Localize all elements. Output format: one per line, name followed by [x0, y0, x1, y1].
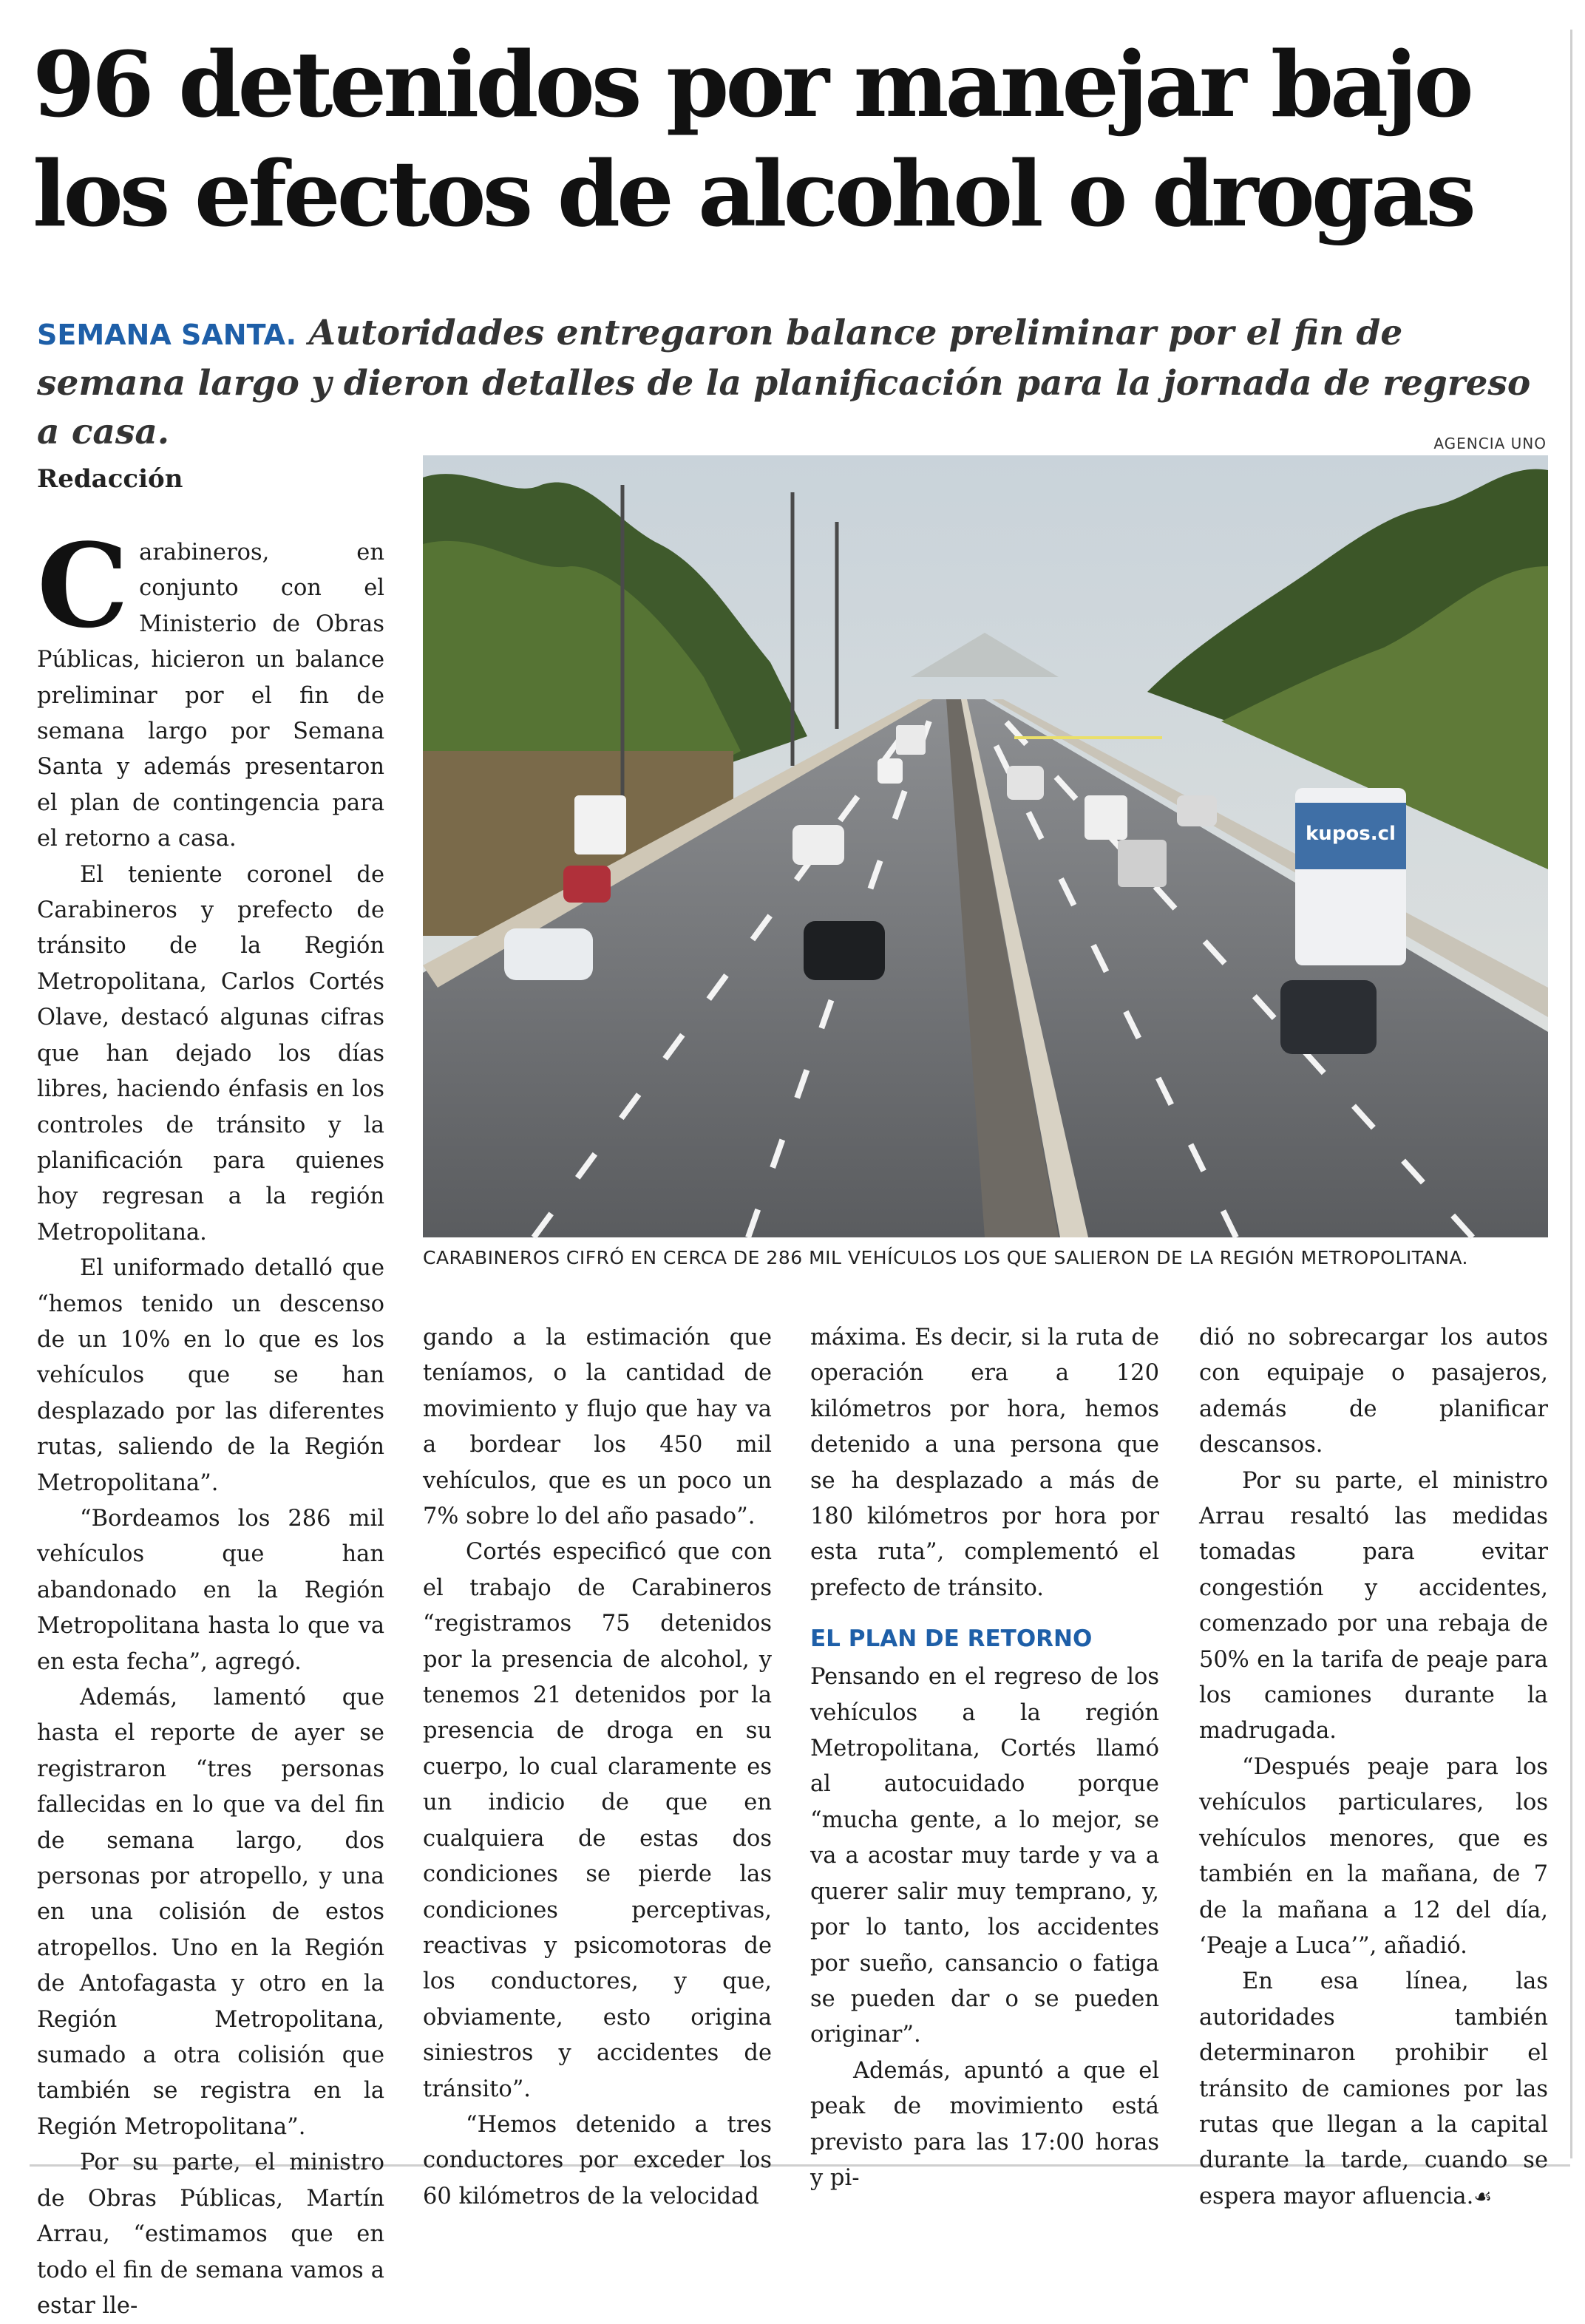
section-title: EL PLAN DE RETORNO	[810, 1625, 1093, 1653]
highway-illustration	[423, 455, 1548, 1237]
subheadline	[37, 309, 1560, 457]
body-paragraph: “Hemos detenido a tres conductores por exceder los 60 kilómetros de la velocidad	[423, 2111, 772, 2209]
column-rule-right	[1570, 30, 1572, 2158]
body-paragraph: Por su parte, el ministro Arrau resaltó las medidas tomadas para evitar congestión y accidentes, comenzado por una rebaja de 50% en la tarifa de peaje para los camiones durante la madrugada.	[1199, 1467, 1548, 1744]
body-paragraph: máxima. Es decir, si la ruta de operación era a 120 kilómetros por hora, hemos detenido a una persona que se ha desplazado a más de 180 kilómetros por hora por esta ruta”, complementó el prefecto de tránsito.	[810, 1325, 1159, 1601]
body-paragraph: Por su parte, el ministro de Obras Públicas, Martín Arrau, “estimamos que en todo el fin de semana vamos a estar lle-	[37, 2150, 384, 2319]
drop-cap: C	[37, 518, 129, 653]
bus-label: kupos.cl	[1306, 823, 1396, 845]
body-paragraph: En esa línea, las autoridades también determinaron prohibir el tránsito de camiones por las rutas que llegan a la capital durante la tarde, cuando se espera mayor afluencia.☙	[1199, 1968, 1548, 2209]
highway-photo	[423, 455, 1548, 1237]
article-column-2	[423, 1320, 772, 2215]
article-column-3	[810, 1320, 1159, 2196]
body-paragraph: Además, apuntó a que el peak de movimiento está previsto para las 17:00 horas y pi-	[810, 2057, 1159, 2191]
body-paragraph: Carabineros, en conjunto con el Ministerio de Obras Públicas, hicieron un balance preliminar por el fin de semana largo por Semana Santa y además presentaron el plan de contingencia para el retorno a casa.	[37, 518, 384, 852]
subhead-text: Autoridades entregaron balance preliminar por el fin de semana largo y dieron detalles de la planificación para la jornada de regreso a casa.	[37, 313, 1531, 452]
photo-credit: AGENCIA UNO	[1433, 435, 1547, 452]
byline: Redacción	[37, 464, 183, 494]
body-paragraph: Cortés especificó que con el trabajo de Carabineros “registramos 75 detenidos por la presencia de alcohol, y tenemos 21 detenidos por la presencia de droga en su cuerpo, lo cual claramente es un indicio de que en cualquiera de estas dos condiciones se pierde las condiciones perceptivas, reactivas y psicomotoras de los conductores, y que, obviamente, esto origina siniestros y accidentes de tránsito”.	[423, 1539, 772, 2102]
body-paragraph: El uniformado detalló que “hemos tenido un descenso de un 10% en lo que es los vehículos que se han desplazado por las diferentes rutas, saliendo de la Región Metropolitana”.	[37, 1255, 384, 1496]
photo-caption: CARABINEROS CIFRÓ EN CERCA DE 286 MIL VEHÍCULOS LOS QUE SALIERON DE LA REGIÓN METROPOLITANA.	[423, 1247, 1469, 1268]
article-column-1	[37, 518, 384, 2324]
body-paragraph: “Bordeamos los 286 mil vehículos que han abandonado en la Región Metropolitana hasta lo que va en esta fecha”, agregó.	[37, 1505, 384, 1675]
headline: 96 detenidos por manejar bajo los efectos de alcohol o drogas	[33, 31, 1473, 247]
body-paragraph: gando a la estimación que teníamos, o la cantidad de movimiento y flujo que hay va a bordear los 450 mil vehículos, que es un poco un 7% sobre lo del año pasado”.	[423, 1325, 772, 1530]
body-paragraph: El teniente coronel de Carabineros y prefecto de tránsito de la Región Metropolitana, Carlos Cortés Olave, destacó algunas cifras que han dejado los días libres, haciendo énfasis en los controles de tránsito y la planificación para quienes hoy regresan a la región Metropolitana.	[37, 861, 384, 1246]
body-paragraph: “Después peaje para los vehículos particulares, los vehículos menores, que es también en la mañana, de 7 de la mañana a 12 del día, ‘Peaje a Luca’”, añadió.	[1199, 1753, 1548, 1959]
body-paragraph: dió no sobrecargar los autos con equipaje o pasajeros, además de planificar descansos.	[1199, 1325, 1548, 1458]
body-paragraph: Además, lamentó que hasta el reporte de ayer se registraron “tres personas fallecidas en lo que va del fin de semana largo, dos personas por atropello, y una en una colisión de estos atropellos. Uno en la Región de Antofagasta y otro en la Región Metropolitana, sumado a otra colisión que también se registra en la Región Metropolitana”.	[37, 1685, 384, 2140]
subhead-kicker: SEMANA SANTA.	[37, 319, 297, 351]
body-paragraph: Pensando en el regreso de los vehículos a la región Metropolitana, Cortés llamó al autocuidado porque “mucha gente, a lo mejor, se va a acostar muy tarde y va a querer salir muy temprano, y, por lo tanto, los accidentes por sueño, cansancio o fatiga se pueden dar o se pueden originar”.	[810, 1664, 1159, 2048]
end-mark-icon: ☙	[1473, 2184, 1493, 2209]
article-column-4	[1199, 1320, 1548, 2215]
